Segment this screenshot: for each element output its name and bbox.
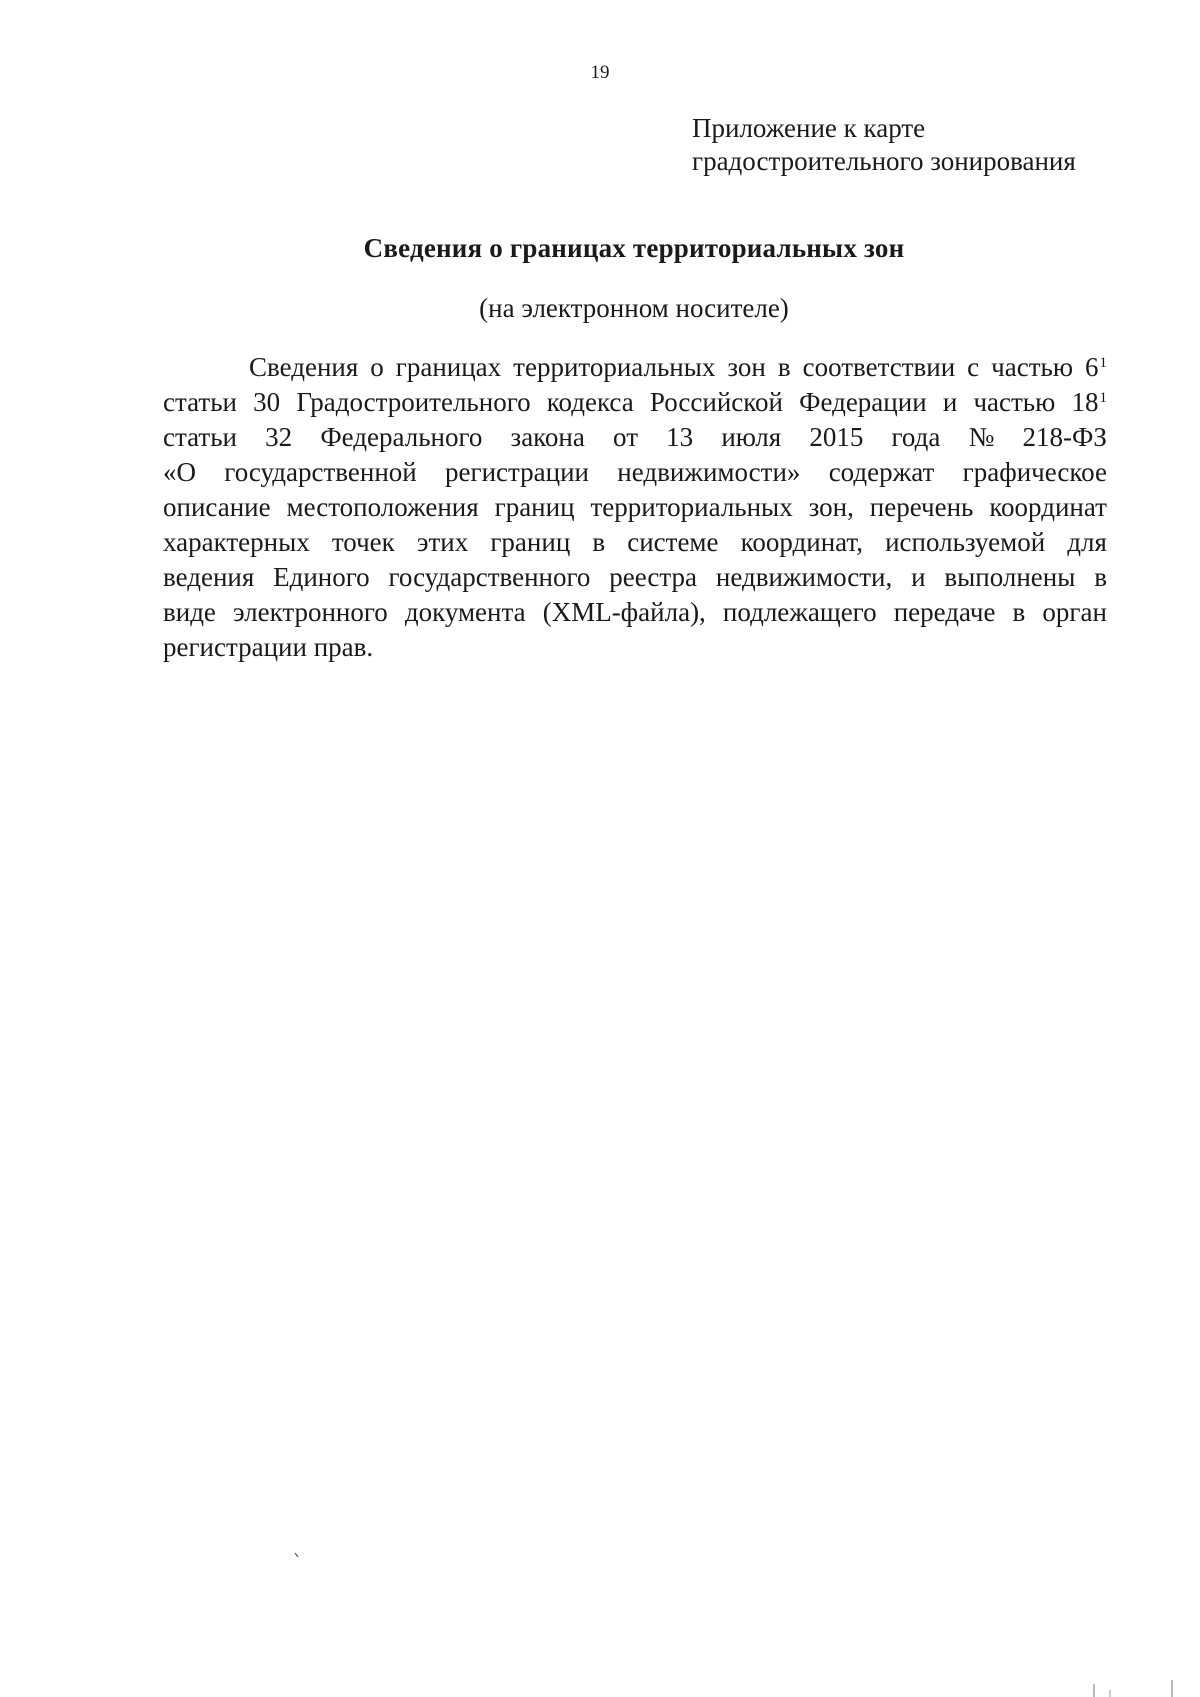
word: в: [777, 352, 791, 382]
word: года: [891, 422, 941, 452]
body-line-3: [163, 420, 1107, 455]
word: описание: [163, 492, 271, 522]
word: 218-ФЗ: [1022, 422, 1107, 452]
word: местоположения: [286, 492, 479, 522]
word: территориальных: [590, 492, 793, 522]
word: территориальных: [513, 352, 716, 382]
word: системе: [627, 527, 719, 557]
word: Сведения: [249, 352, 359, 382]
word: кодекса: [546, 387, 634, 417]
word: характерных: [163, 527, 310, 557]
word: Российской: [649, 387, 783, 417]
body-line-4: [163, 455, 1107, 490]
word: реестра: [609, 562, 698, 592]
word: границах: [395, 352, 502, 382]
word: Федерации: [799, 387, 927, 417]
word: выполнены: [944, 562, 1076, 592]
word: недвижимости,: [715, 562, 893, 592]
word: границ: [490, 527, 571, 557]
superscript: 1: [1099, 355, 1107, 371]
word: точек: [331, 527, 395, 557]
word: «О: [163, 457, 196, 487]
word: $18^1$: [1071, 387, 1107, 417]
word: этих: [416, 527, 469, 557]
word: 13: [666, 422, 694, 452]
word: для: [1067, 527, 1107, 557]
word: 2015: [809, 422, 864, 452]
word: от: [613, 422, 638, 452]
body-line-5: [163, 490, 1107, 525]
word: закона: [510, 422, 585, 452]
word: недвижимости»: [617, 457, 801, 487]
word: подлежащего: [722, 597, 877, 627]
word: и: [942, 387, 958, 417]
word: 30: [253, 387, 281, 417]
word: графическое: [962, 457, 1107, 487]
body-line-9: [163, 630, 1107, 665]
word: государственной: [224, 457, 417, 487]
word: зон: [727, 352, 766, 382]
body-line-1: [163, 350, 1107, 385]
word: содержат: [828, 457, 935, 487]
word: №: [968, 422, 995, 452]
word: статьи: [163, 422, 237, 452]
word: орган: [1042, 597, 1107, 627]
word: Градостроительного: [296, 387, 531, 417]
body-line-2: [163, 385, 1107, 420]
word: передаче: [893, 597, 996, 627]
word: Единого: [273, 562, 370, 592]
word: в: [1094, 562, 1107, 592]
word: Федерального: [320, 422, 483, 452]
word: в: [1012, 597, 1026, 627]
word: государственного: [388, 562, 591, 592]
word: частью: [991, 352, 1073, 382]
superscript: 1: [1099, 390, 1107, 406]
word: ведения: [163, 562, 255, 592]
document-subtitle: (на электронном носителе): [479, 293, 789, 323]
word: регистрации: [445, 457, 589, 487]
appendix-line-2: градостроительного зонирования: [692, 146, 1076, 176]
word: зон,: [808, 492, 854, 522]
body-line-6: [163, 525, 1107, 560]
body-paragraph: [163, 350, 1107, 665]
word: перечень: [869, 492, 974, 522]
appendix-line-1: Приложение к карте: [692, 113, 926, 143]
word: соответствии: [802, 352, 956, 382]
word: координат: [989, 492, 1107, 522]
word: статьи: [163, 387, 237, 417]
body-line-9-text: регистрации прав.: [163, 632, 374, 662]
word: документа: [404, 597, 526, 627]
document-title: Сведения о границах территориальных зон: [363, 233, 905, 263]
appendix-note: [692, 112, 1076, 178]
word: границ: [494, 492, 575, 522]
word: частью: [973, 387, 1056, 417]
body-line-7: [163, 560, 1107, 595]
word: с: [967, 352, 980, 382]
word: (XML-файла),: [542, 597, 706, 627]
word: о: [370, 352, 384, 382]
body-line-8: [163, 595, 1107, 630]
word: координат,: [740, 527, 863, 557]
word: используемой: [885, 527, 1046, 557]
word: июля: [721, 422, 782, 452]
word: $6^1$: [1085, 352, 1107, 382]
word: 32: [265, 422, 293, 452]
word: в: [592, 527, 606, 557]
word: виде: [163, 597, 216, 627]
page-number: 19: [590, 62, 610, 83]
word: электронного: [233, 597, 388, 627]
word: и: [911, 562, 926, 592]
